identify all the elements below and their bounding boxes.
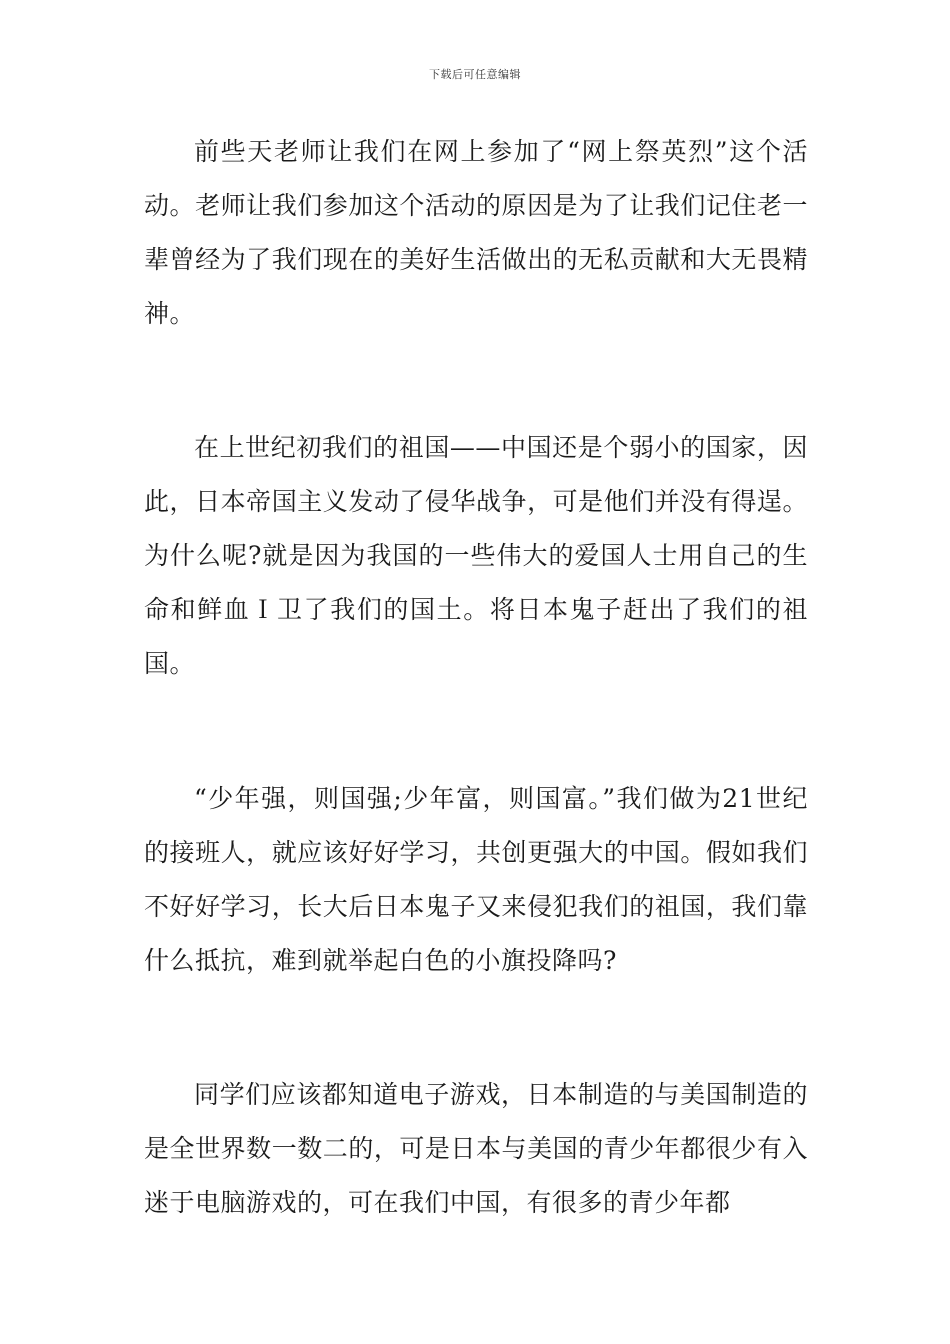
header-note: 下载后可任意编辑 (429, 68, 521, 81)
paragraph-1: 前些天老师让我们在网上参加了“网上祭英烈”这个活动。老师让我们参加这个活动的原因是为了让我们记住老一辈曾经为了我们现在的美好生活做出的无私贡献和大无畏精神。 (144, 137, 808, 328)
paragraph-3: “少年强，则国强;少年富，则国富。”我们做为21世纪的接班人，就应该好好学习，共创更强大的中国。假如我们不好好学习，长大后日本鬼子又来侵犯我们的祖国，我们靠什么抵抗，难到就举起白色的小旗投降吗? (144, 784, 808, 975)
paragraph-4: 同学们应该都知道电子游戏，日本制造的与美国制造的是全世界数一数二的，可是日本与美国的青少年都很少有入迷于电脑游戏的，可在我们中国，有很多的青少年都 (144, 1080, 808, 1217)
paragraph-2: 在上世纪初我们的祖国——中国还是个弱小的国家，因此，日本帝国主义发动了侵华战争，可是他们并没有得逞。为什么呢?就是因为我国的一些伟大的爱国人士用自己的生命和鲜血Ｉ卫了我们的国土。将日本鬼子赶出了我们的祖国。 (144, 433, 808, 678)
